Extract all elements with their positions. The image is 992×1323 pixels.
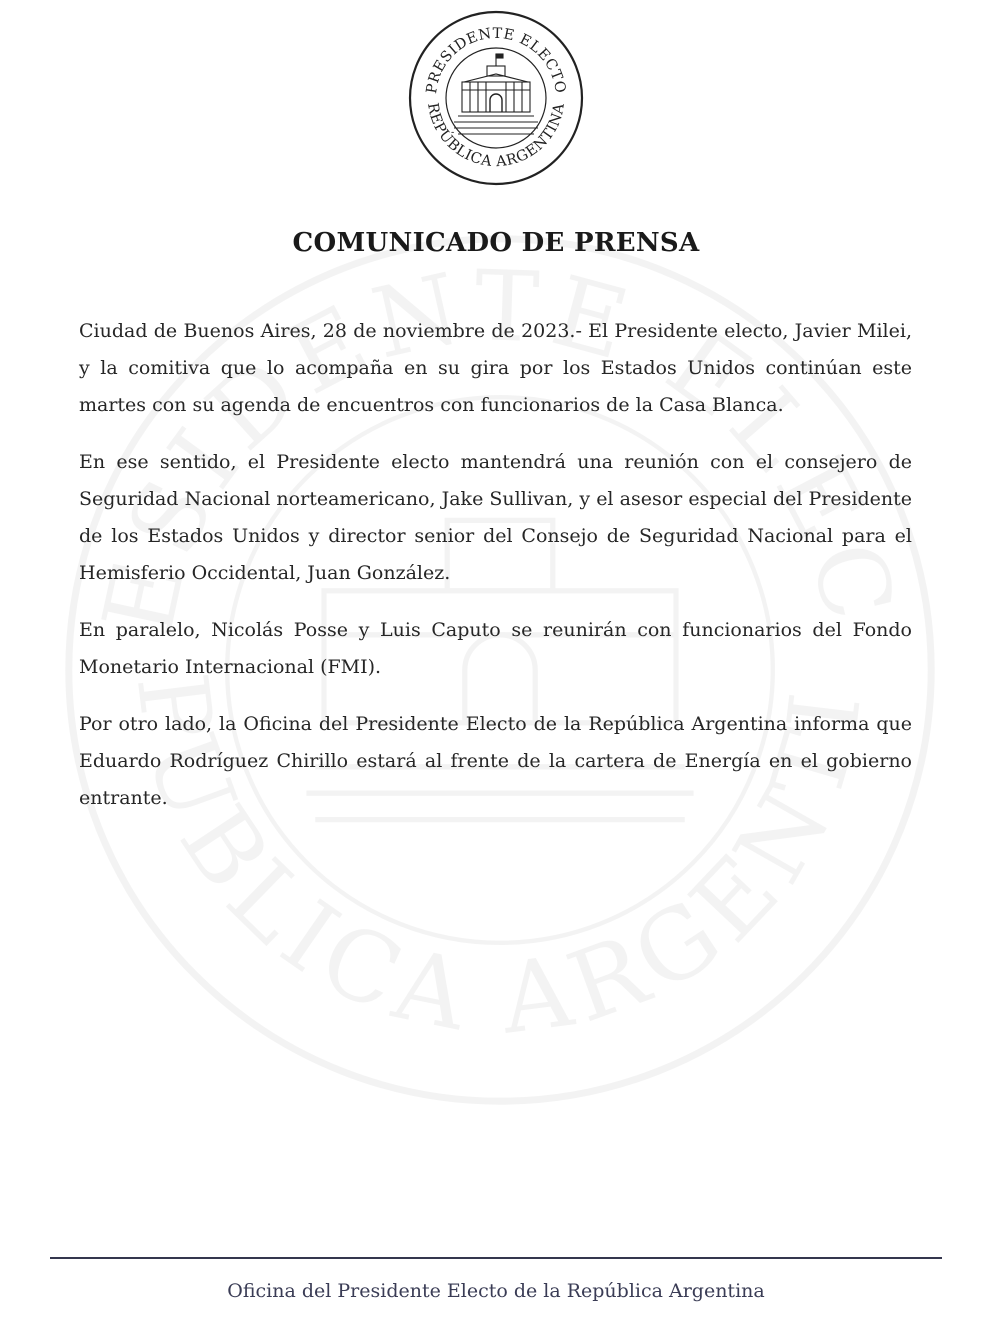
svg-text:REPÚBLICA ARGENTINA: REPÚBLICA ARGENTINA [424, 101, 568, 171]
svg-text:PRESIDENTE ELECTO: PRESIDENTE ELECTO [424, 25, 569, 95]
paragraph-date-intro: Ciudad de Buenos Aires, 28 de noviembre de 2023.- El Presidente electo, Javier Milei, y la comitiva que lo acompaña en su gira por los Estados Unidos continúan este martes con su agenda de encuentros con funcionarios de la Casa Blanca. [79, 320, 912, 416]
paragraph-energy: Por otro lado, la Oficina del Presidente Electo de la República Argentina informa que Eduardo Rodríguez Chirillo estará al frente de la cartera de Energía en el gobierno entrante. [79, 713, 912, 809]
paragraph-fmi: En paralelo, Nicolás Posse y Luis Caputo se reunirán con funcionarios del Fondo Monetario Internacional (FMI). [79, 619, 912, 678]
document-body [79, 313, 912, 837]
presidential-seal-logo [408, 10, 584, 186]
footer-office-name: Oficina del Presidente Electo de la República Argentina [227, 1280, 765, 1302]
footer-divider [50, 1257, 942, 1259]
document-title: COMUNICADO DE PRENSA [292, 228, 700, 258]
paragraph-meeting: En ese sentido, el Presidente electo mantendrá una reunión con el consejero de Seguridad Nacional norteamericano, Jake Sullivan, y el asesor especial del Presidente de los Estados Unidos y director senior del Consejo de Seguridad Nacional para el Hemisferio Occidental, Juan González. [79, 451, 912, 584]
